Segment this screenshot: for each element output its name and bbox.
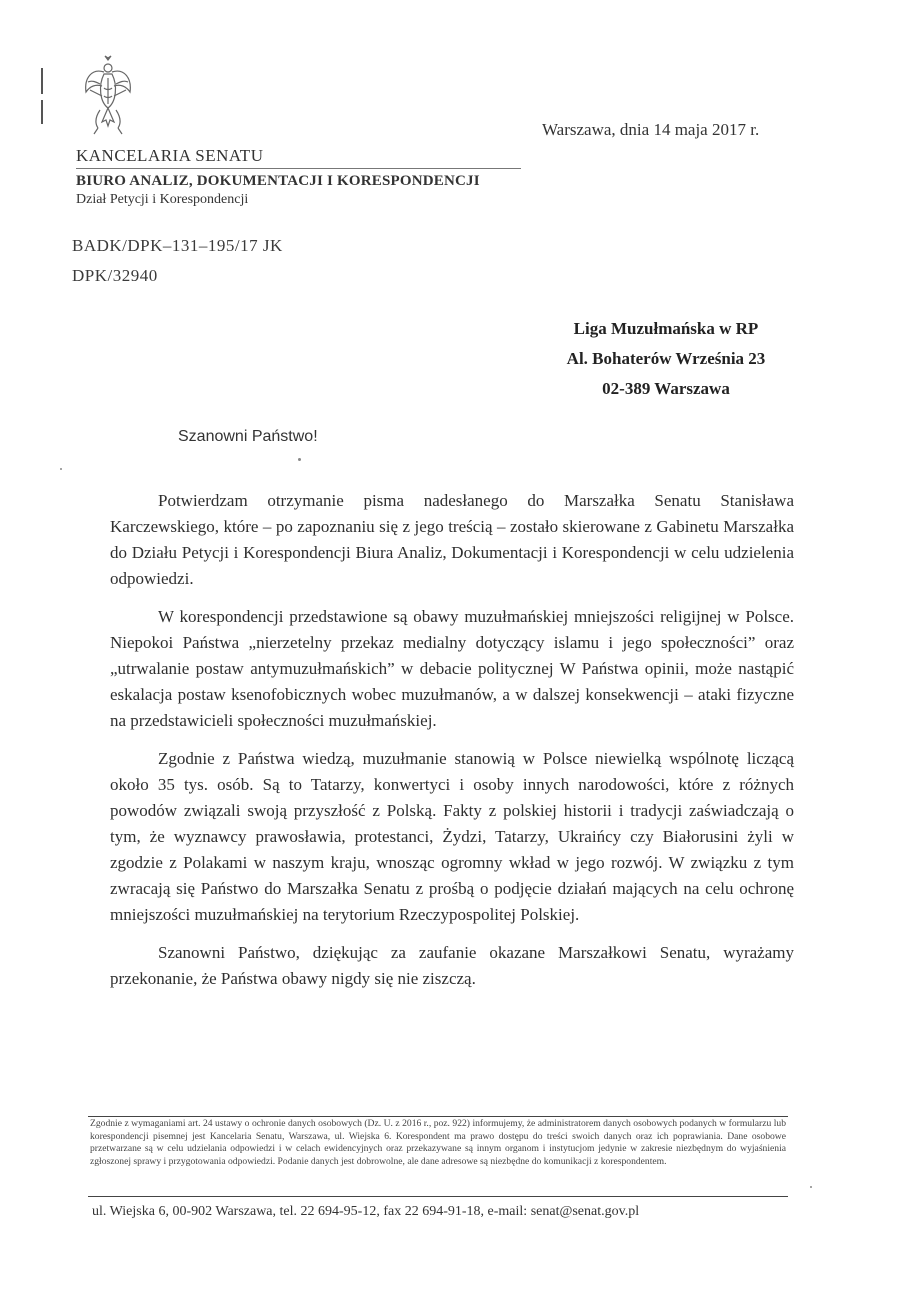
contact-footer: ul. Wiejska 6, 00-902 Warszawa, tel. 22 694-95-12, fax 22 694-91-18, e-mail: senat@senat.gov.pl [92,1204,640,1219]
scan-mark [41,100,43,124]
sender-header [76,146,536,208]
scan-mark [41,68,43,94]
recipient-street: Al. Bohaterów Września 23 [566,349,766,368]
footnote-divider [88,1116,788,1117]
department-name: Dział Petycji i Korespondencji [76,192,249,207]
scan-speck [298,458,301,461]
institution-name: KANCELARIA SENATU [76,146,264,165]
reference-number: BADK/DPK–131–195/17 JK [72,236,283,255]
recipient-name: Liga Muzułmańska w RP [573,319,759,338]
data-protection-notice: Zgodnie z wymaganiami art. 24 ustawy o ochronie danych osobowych (Dz. U. z 2016 r., poz. 922) informujemy, że administratorem danych osobowych podanych w formularzu lub korespondencji pisemnej jest Kancelaria Senatu, Warszawa, ul. Wiejska 6. Korespondent ma prawo dostępu do treści swoich danych oraz ich poprawiania. Dane osobowe przetwarzane są w celu udzielania odpowiedzi i w celach ewidencyjnych oraz przekazywane są innym organom i instytucjom jedynie w zakresie niezbędnym do wyjaśnienia zgłoszonej sprawy i przygotowania odpowiedzi. Podanie danych jest dobrowolne, ale dane adresowe są niezbędne do komunikacji z korespondentem. [90,1118,786,1167]
senate-eagle-emblem-icon [78,52,138,142]
body-paragraph: Potwierdzam otrzymanie pisma nadesłanego do Marszałka Senatu Stanisława Karczewskiego, które – po zapoznaniu się z jego treścią – zostało skierowane z Gabinetu Marszałka do Działu Petycji i Korespondencji Biura Analiz, Dokumentacji i Korespondencji w celu udzielenia odpowiedzi. [110,491,794,588]
letter-body [110,488,794,1004]
recipient-city: 02-389 Warszawa [602,379,730,398]
scan-speck [810,1186,812,1188]
scan-speck [60,468,62,470]
header-divider [76,168,521,169]
body-paragraph: Zgodnie z Państwa wiedzą, muzułmanie stanowią w Polsce niewielką wspólnotę liczącą około 35 tys. osób. Są to Tatarzy, konwertyci i osoby innych narodowości, które z różnych powodów związali swoją przyszłość z Polską. Fakty z polskiej historii i tradycji zaświadczają o tym, że wyznawcy prawosławia, protestanci, Żydzi, Tatarzy, Ukraińcy czy Białorusini żyli w zgodzie z Polakami w naszym kraju, wnosząc ogromny wkład w jego rozwój. W związku z tym zwracają się Państwo do Marszałka Senatu z prośbą o podjęcie działań mających na celu ochronę mniejszości muzułmańskiej na terytorium Rzeczypospolitej Polskiej. [110,749,794,924]
body-paragraph: Szanowni Państwo, dziękując za zaufanie okazane Marszałkowi Senatu, wyrażamy przekonanie, że Państwa obawy nigdy się nie ziszczą. [110,943,794,988]
body-paragraph: W korespondencji przedstawione są obawy muzułmańskiej mniejszości religijnej w Polsce. Niepokoi Państwa „nierzetelny przekaz medialny dotyczący islamu i jego społeczności” oraz „utrwalanie postaw antymuzułmańskich” w debacie politycznej W Państwa opinii, może nastąpić eskalacja postaw ksenofobicznych wobec muzułmanów, a w dalszej konsekwencji – ataki fizyczne na przedstawicieli społeczności muzułmańskiej. [110,607,794,730]
bureau-name: BIURO ANALIZ, DOKUMENTACJI I KORESPONDENCJI [76,173,480,189]
reference-number: DPK/32940 [72,266,158,285]
recipient-address [546,314,786,404]
salutation: Szanowni Państwo! [178,428,318,445]
letter-date: Warszawa, dnia 14 maja 2017 r. [542,120,760,139]
footer-divider [88,1196,788,1197]
